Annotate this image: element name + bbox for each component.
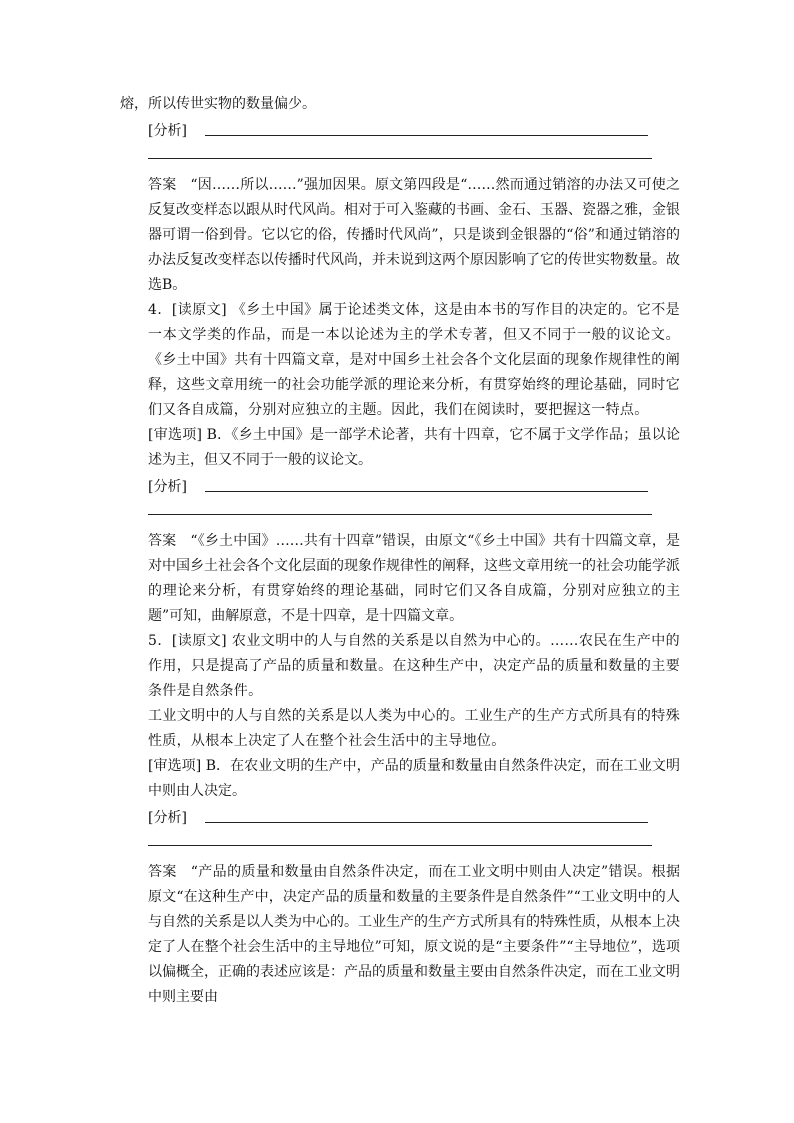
q5-analysis-row xyxy=(120,804,680,829)
answer-label: 答案 xyxy=(148,533,177,549)
intro-line: 熔，所以传世实物的数量偏少。 xyxy=(120,96,316,112)
analysis-blank-line[interactable] xyxy=(205,810,648,823)
q4-answer-text: “《乡土中国》……共有十四章”错误，由原文“《乡土中国》共有十四篇文章，是对中国乡土社会各个文化层面的现象作规律性的阐释，这些文章用统一的社会功能学派的理论来分析，有贯穿始终的理论基础，同时它们又各自成篇，分别对应独立的主题”可知，曲解原意，不是十四章，是十四篇文章。 xyxy=(148,533,680,624)
q4-answer xyxy=(120,529,680,629)
review-label: [审选项] xyxy=(148,758,202,774)
q4-number: 4． xyxy=(148,302,172,318)
q4-analysis-row xyxy=(120,473,680,498)
answer-label: 答案 xyxy=(148,177,177,193)
q5-number: 5． xyxy=(148,633,172,649)
q5-answer-text: “产品的质量和数量由自然条件决定，而在工业文明中则由人决定”错误。根据原文“在这种生产中，决定产品的质量和数量的主要条件是自然条件”“工业文明中的人与自然的关系是以人类为中心的。工业生产的生产方式所具有的特殊性质，从根本上决定了人在整个社会生活中的主导地位”可知，原文说的是“主要条件”“主导地位”，选项以偏概全，正确的表述应该是：产品的质量和数量主要由自然条件决定，而在工业文明中则主要由 xyxy=(148,864,681,1005)
q5-review-text: B．在农业文明的生产中，产品的质量和数量由自然条件决定，而在工业文明中则由人决定。 xyxy=(148,758,680,799)
q5-review xyxy=(120,754,680,804)
q4-review xyxy=(120,423,680,473)
analysis-blank-line[interactable] xyxy=(205,479,648,492)
analysis-label: [分析] xyxy=(148,122,187,139)
q5-read-text-1 xyxy=(120,629,680,704)
q4-read-content: 《乡土中国》属于论述类文体，这是由本书的写作目的决定的。它不是一本文学类的作品，而是一本以论述为主的学术专著，但又不同于一般的议论文。《乡土中国》共有十四篇文章，是对中国乡土社会各个文化层面的现象作规律性的阐释，这些文章用统一的社会功能学派的理论来分析，有贯穿始终的理论基础，同时它们又各自成篇，分别对应独立的主题。因此，我们在阅读时，要把握这一特点。 xyxy=(148,302,680,418)
analysis-blank-line-2[interactable] xyxy=(148,498,652,515)
q5-read-content-1: 农业文明中的人与自然的关系是以自然为中心的。……农民在生产中的作用，只是提高了产品的质量和数量。在这种生产中，决定产品的质量和数量的主要条件是自然条件。 xyxy=(148,633,680,699)
read-label: [读原文] xyxy=(171,633,227,649)
q3-analysis-row xyxy=(120,117,680,142)
q4-review-text: B．《乡土中国》是一部学术论著，共有十四章，它不属于文学作品；虽以论述为主，但又不同于一般的议论文。 xyxy=(148,427,680,468)
review-label: [审选项] xyxy=(148,427,202,443)
q5-answer xyxy=(120,860,680,1010)
q4-read-text xyxy=(120,298,680,423)
analysis-blank-line[interactable] xyxy=(205,123,648,136)
document-page xyxy=(120,92,680,1010)
q3-answer-text: “因……所以……”强加因果。原文第四段是“……然而通过销溶的办法又可使之反复改变样态以跟从时代风尚。相对于可入鉴藏的书画、金石、玉器、瓷器之雅，金银器可谓一俗到骨。它以它的俗，传播时代风尚”，只是谈到金银器的“俗”和通过销溶的办法反复改变样态以传播时代风尚，并未说到这两个原因影响了它的传世实物数量。故选B。 xyxy=(148,177,681,293)
analysis-blank-line-2[interactable] xyxy=(148,142,652,159)
q3-answer xyxy=(120,173,680,298)
read-label: [读原文] xyxy=(171,302,227,318)
answer-label: 答案 xyxy=(148,864,177,880)
analysis-blank-line-2[interactable] xyxy=(148,829,652,846)
analysis-label: [分析] xyxy=(148,809,187,826)
analysis-label: [分析] xyxy=(148,478,187,495)
q5-read-text-2: 工业文明中的人与自然的关系是以人类为中心的。工业生产的生产方式所具有的特殊性质，从根本上决定了人在整个社会生活中的主导地位。 xyxy=(148,708,680,749)
